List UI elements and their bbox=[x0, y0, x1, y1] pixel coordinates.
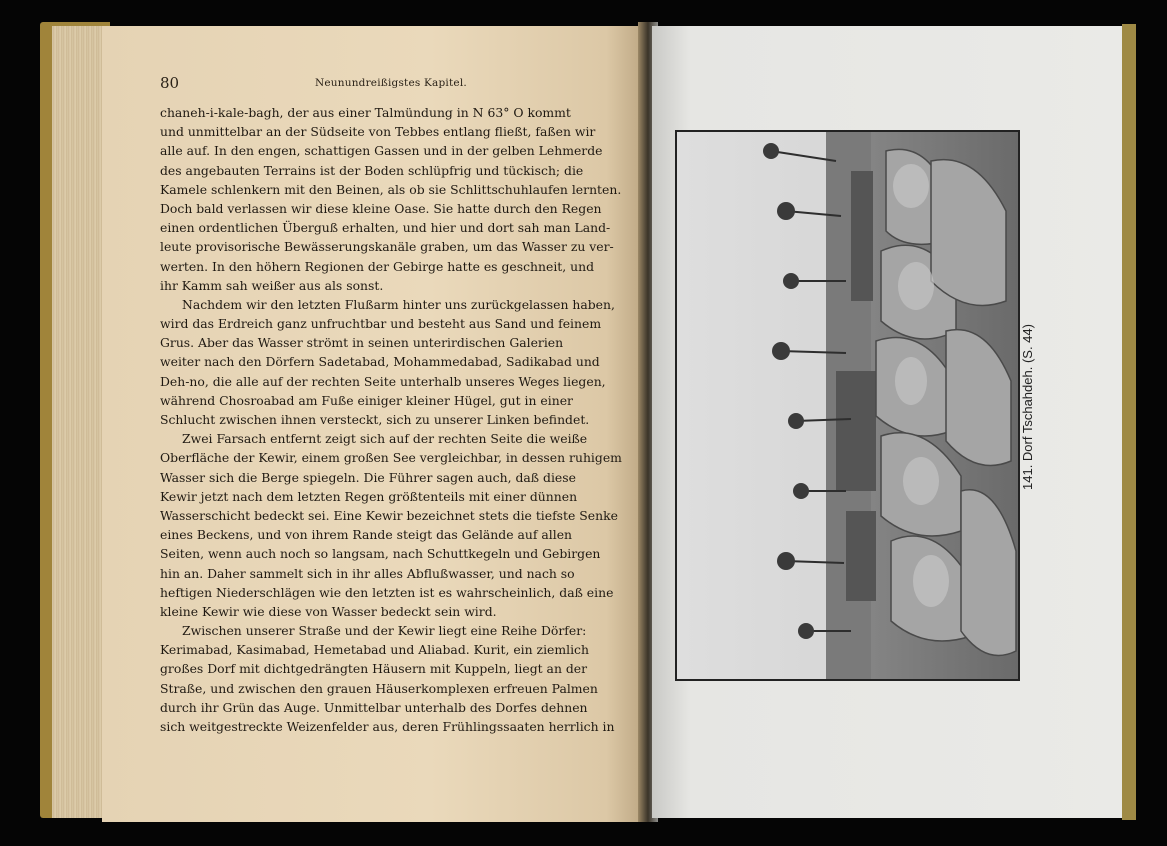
text-line: und unmittelbar an der Südseite von Tebbes entlang fließt, faßen wir bbox=[160, 124, 596, 140]
text-line: alle auf. In den engen, schattigen Gassen und in der gelben Lehmerde bbox=[160, 143, 603, 159]
text-line: Deh-no, die alle auf der rechten Seite unterhalb unseres Weges liegen, bbox=[160, 373, 606, 389]
text-line: Seiten, wenn auch noch so langsam, nach Schuttkegeln und Gebirgen bbox=[160, 546, 601, 562]
text-line: chaneh-i-kale-bagh, der aus einer Talmündung in N 63° O kommt bbox=[160, 105, 571, 120]
text-line: Schlucht zwischen ihnen versteckt, sich zu unserer Linken befindet. bbox=[160, 412, 590, 427]
plate-caption: 141. Dorf Tschahdeh. (S. 44) bbox=[1020, 324, 1035, 490]
text-line: weiter nach den Dörfern Sadetabad, Mohammedabad, Sadikabad und bbox=[160, 354, 600, 370]
text-line: des angebauten Terrains ist der Boden schlüpfrig und tückisch; die bbox=[160, 162, 584, 178]
text-line: Kamele schlenkern mit den Beinen, als ob sie Schlittschuhlaufen lernten. bbox=[160, 181, 622, 197]
text-line: sich weitgestreckte Weizenfelder aus, deren Frühlingssaaten herrlich in bbox=[160, 719, 615, 734]
text-line: Oberfläche der Kewir, einem großen See vergleichbar, in dessen ruhigem bbox=[160, 450, 622, 466]
text-line: Grus. Aber das Wasser strömt in seinen unterirdischen Galerien bbox=[160, 335, 564, 351]
text-line: Zwischen unserer Straße und der Kewir liegt eine Reihe Dörfer: bbox=[182, 623, 587, 639]
book-cover-right bbox=[1122, 24, 1136, 820]
text-line: einen ordentlichen Überguß erhalten, und hier und dort sah man Land- bbox=[160, 220, 611, 236]
text-line: Wasser sich die Berge spiegeln. Die Führer sagen auch, daß diese bbox=[160, 469, 576, 485]
text-line: Doch bald verlassen wir diese kleine Oase. Sie hatte durch den Regen bbox=[160, 200, 602, 216]
text-line: heftigen Niederschlägen wie den letzten ist es wahrscheinlich, daß eine bbox=[160, 584, 614, 600]
running-title: Neunundreißigstes Kapitel. bbox=[315, 77, 467, 89]
text-line: hin an. Daher sammelt sich in ihr alles Abflußwasser, und nach so bbox=[160, 565, 575, 581]
body-text bbox=[160, 103, 622, 736]
text-line: Kerimabad, Kasimabad, Hemetabad und Aliabad. Kurit, ein ziemlich bbox=[160, 642, 589, 658]
text-line: großes Dorf mit dichtgedrängten Häusern mit Kuppeln, liegt an der bbox=[160, 661, 588, 677]
text-line: Kewir jetzt nach dem letzten Regen größtenteils mit einer dünnen bbox=[160, 488, 578, 504]
text-line: wird das Erdreich ganz unfruchtbar und besteht aus Sand und feinem bbox=[160, 316, 602, 332]
text-line: Straße, und zwischen den grauen Häuserkomplexen erfreuen Palmen bbox=[160, 680, 598, 696]
page-header bbox=[160, 74, 555, 98]
text-line: leute provisorische Bewässerungskanäle graben, um das Wasser zu ver- bbox=[160, 239, 614, 255]
text-line: während Chosroabad am Fuße einiger kleiner Hügel, gut in einer bbox=[160, 392, 573, 408]
text-line: werten. In den höhern Regionen der Gebirge hatte es geschneit, und bbox=[160, 258, 595, 274]
text-line: kleine Kewir wie diese von Wasser bedeckt sein wird. bbox=[160, 603, 497, 619]
village-photograph bbox=[675, 130, 1020, 681]
text-line: Zwei Farsach entfernt zeigt sich auf der rechten Seite die weiße bbox=[182, 431, 588, 447]
page-number: 80 bbox=[160, 74, 180, 92]
text-line: durch ihr Grün das Auge. Unmittelbar unterhalb des Dorfes dehnen bbox=[160, 699, 588, 715]
text-line: eines Beckens, und von ihrem Rande steigt das Gelände auf allen bbox=[160, 527, 573, 543]
text-line: Nachdem wir den letzten Flußarm hinter uns zurückgelassen haben, bbox=[182, 296, 615, 312]
text-line: Wasserschicht bedeckt sei. Eine Kewir bezeichnet stets die tiefste Senke bbox=[160, 507, 618, 523]
text-line: ihr Kamm sah weißer aus als sonst. bbox=[160, 277, 384, 293]
